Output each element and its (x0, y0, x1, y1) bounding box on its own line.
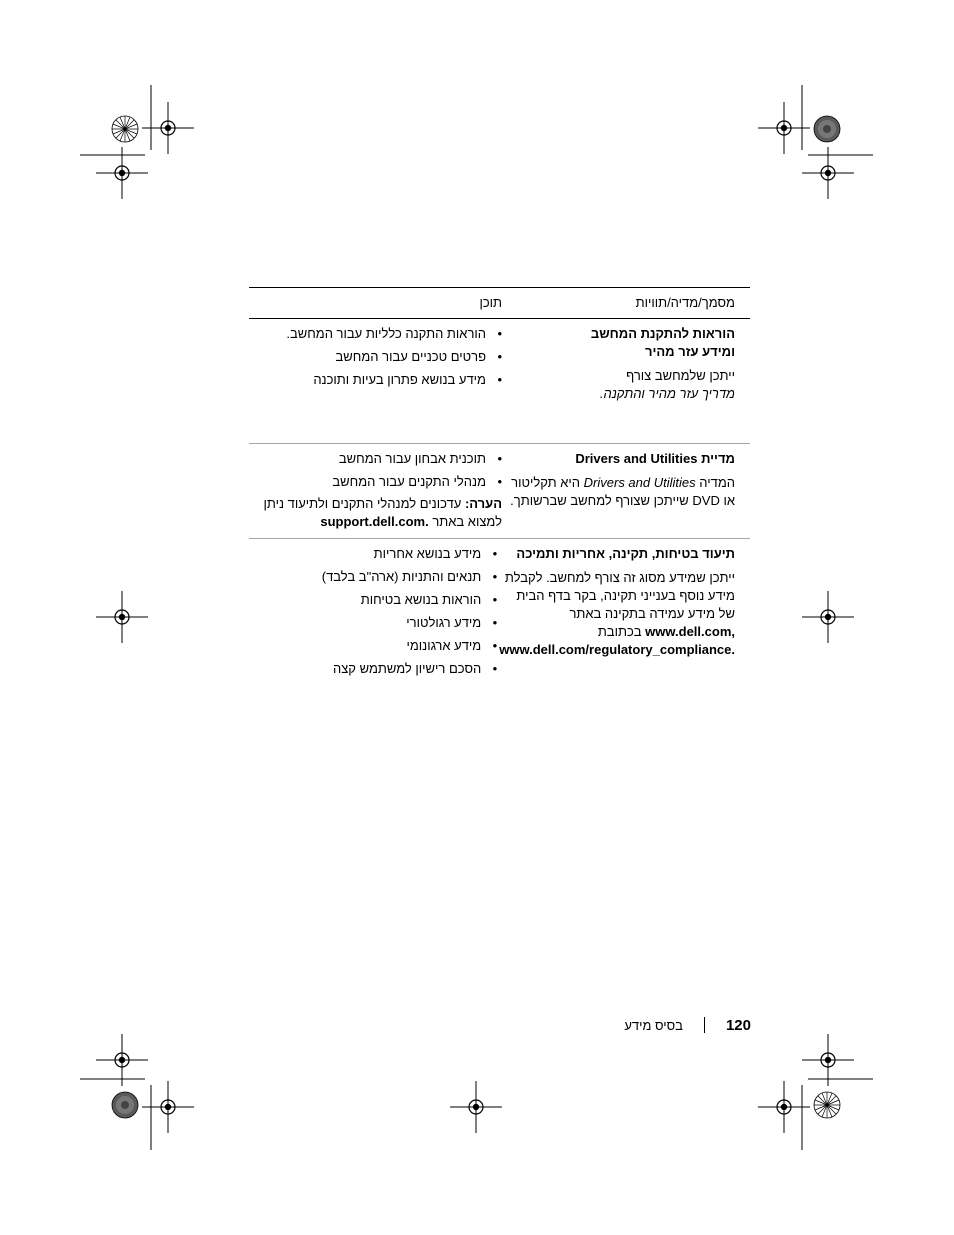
table-row (249, 539, 750, 689)
dell-link[interactable]: www.dell.com, (645, 624, 735, 639)
content-cell (249, 319, 504, 443)
row-title: תיעוד בטיחות, תקינה, אחריות ותמיכה (516, 546, 735, 561)
footer-separator (704, 1017, 705, 1033)
table-header (249, 288, 750, 319)
list-item: • מידע ארגונומי (257, 637, 497, 655)
list-item: • מידע בנושא אחריות (257, 545, 497, 563)
footer-title: בסיס מידע (624, 1017, 683, 1033)
row-title: מדיית Drivers and Utilities (575, 451, 735, 466)
table-row (249, 319, 750, 444)
support-link[interactable]: support.dell.com. (320, 514, 429, 529)
list-item: • פרטים טכניים עבור המחשב (257, 348, 502, 366)
list-item: • מנהלי התקנים עבור המחשב (257, 473, 502, 491)
documentation-table (249, 287, 750, 689)
source-cell (499, 539, 750, 689)
list-item: • מידע בנושא פתרון בעיות ותוכנה (257, 371, 502, 389)
list-item: • תוכנית אבחון עבור המחשב (257, 450, 502, 468)
content-cell (249, 539, 499, 689)
source-cell (504, 319, 750, 443)
content-cell (249, 444, 504, 538)
regulatory-link[interactable]: www.dell.com/regulatory_compliance. (499, 642, 735, 657)
list-item: • הוראות בנושא בטיחות (257, 591, 497, 609)
row-description: ייתכן שמידע מסוג זה צורף למחשב. לקבלת מידע נוסף בענייני תקינה, בקר בדף הבית של מידע עמידה בתקינה באתר www.dell.com, בכתובת www.dell.com/regulatory_compliance. (499, 570, 735, 657)
list-item: • תנאים והתניות (ארה"ב בלבד) (257, 568, 497, 586)
page-number: 120 (725, 1016, 751, 1034)
note-text: עדכונים למנהלי התקנים ולתיעוד ניתן למצוא באתר (263, 496, 502, 529)
header-source: מסמך/מדיה/תוויות (635, 295, 735, 310)
note (257, 495, 502, 531)
list-item: • מידע רגולטורי (257, 614, 497, 632)
page-footer (600, 1014, 751, 1036)
list-item: • הסכם רישיון למשתמש קצה (257, 660, 497, 678)
list-item: • הוראות התקנה כלליות עבור המחשב. (257, 325, 502, 343)
table-row (249, 444, 750, 539)
header-content: תוכן (479, 295, 502, 310)
row-description: ייתכן שלמחשב צורף מדריך עזר מהיר והתקנה. (599, 368, 735, 401)
source-cell (504, 444, 750, 538)
row-description: המדיה Drivers and Utilities היא תקליטור או DVD שייתכן שצורף למחשב שברשותך. (510, 475, 735, 508)
note-label: הערה: (464, 496, 502, 511)
row-title: הוראות להתקנת המחשב ומידע עזר מהיר (590, 326, 735, 359)
